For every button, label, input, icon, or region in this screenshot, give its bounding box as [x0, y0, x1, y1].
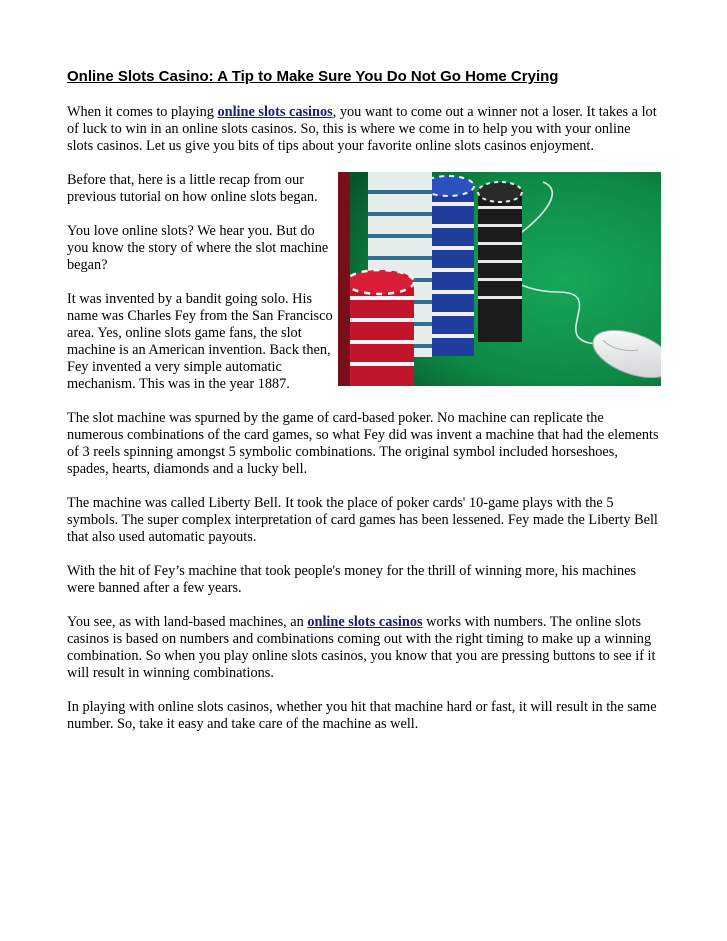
- numbers-text-after: works with numbers. The online slots casinos is based on numbers and combinations coming out with the right timing to make up a winning combination. So when you play online slots casinos, you know that you are pressing buttons to see if it will result in winning combinations.: [67, 614, 656, 681]
- online-slots-casinos-link-2[interactable]: online slots casinos: [307, 614, 423, 630]
- paragraph-recap: Before that, here is a little recap from our previous tutorial on how online slots began.: [67, 172, 318, 205]
- paragraph-numbers: [67, 614, 660, 682]
- paragraph-banned: With the hit of Fey’s machine that took people's money for the thrill of winning more, his machines were banned after a few years.: [67, 563, 636, 596]
- paragraph-closing: In playing with online slots casinos, whether you hit that machine hard or fast, it will result in the same number. So, take it easy and take care of the machine as well.: [67, 699, 657, 732]
- paragraph-intro: [67, 104, 660, 155]
- paragraph-question: You love online slots? We hear you. But do you know the story of where the slot machine began?: [67, 223, 329, 273]
- paragraph-inventor: It was invented by a bandit going solo. His name was Charles Fey from the San Francisco area. Yes, online slots game fans, the slot machine is an American invention. Back then, Fey invented a very simple automatic mechanism. This was in the year 1887.: [67, 291, 333, 392]
- page-title: Online Slots Casino: A Tip to Make Sure You Do Not Go Home Crying: [67, 68, 559, 85]
- paragraph-liberty-bell: The machine was called Liberty Bell. It took the place of poker cards' 10-game plays with the 5 symbols. The super complex interpretation of card games has been lessened. Fey made the Liberty Bell that also used automatic payouts.: [67, 495, 658, 545]
- online-slots-casinos-link[interactable]: online slots casinos: [217, 104, 333, 120]
- article-body: [67, 104, 660, 750]
- casino-chips-mouse-image: [338, 172, 661, 386]
- intro-text-after: , you want to come out a winner not a loser. It takes a lot of luck to win in an online slots casinos. So, this is where we come in to help you with your online slots casinos. Let us give you bits of tips about your favorite online slots casinos enjoyment.: [67, 104, 657, 154]
- paragraph-poker: The slot machine was spurned by the game of card-based poker. No machine can replicate the numerous combinations of the card games, so what Fey did was invent a machine that had the elements of 3 reels spinning amongst 5 symbolic combinations. The original symbol included horseshoes, spades, hearts, diamonds and a lucky bell.: [67, 410, 659, 477]
- numbers-text-before: You see, as with land-based machines, an: [67, 614, 308, 630]
- intro-text-before: When it comes to playing: [67, 104, 218, 120]
